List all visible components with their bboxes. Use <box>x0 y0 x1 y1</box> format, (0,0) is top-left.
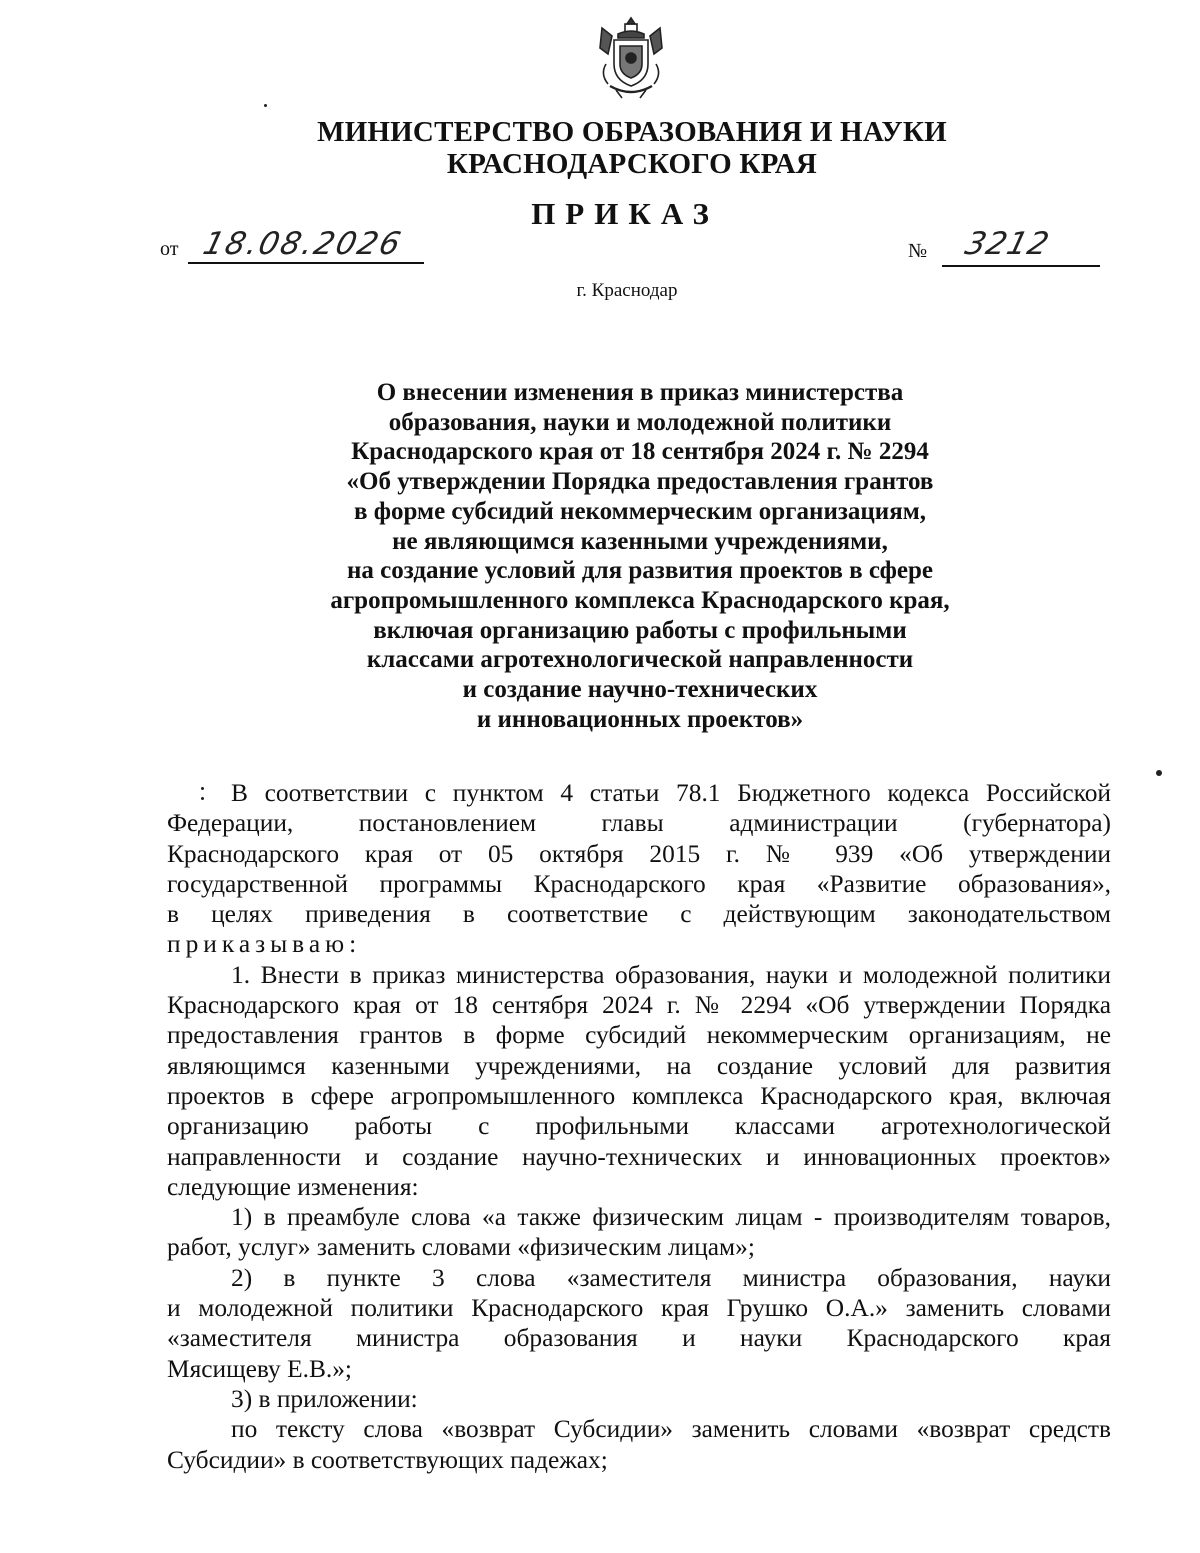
title-line: агропромышленного комплекса Краснодарского края, <box>330 586 950 614</box>
ministry-name-line2: КРАСНОДАРСКОГО КРАЯ <box>446 148 818 180</box>
body-line: Мясищеву Е.В.»; <box>167 1354 352 1383</box>
ministry-name-line1: МИНИСТЕРСТВО ОБРАЗОВАНИЯ И НАУКИ <box>317 116 947 148</box>
body-line: следующие изменения: <box>167 1172 419 1201</box>
body-line: государственной программы Краснодарского края «Развитие образования», <box>167 869 1111 898</box>
body-line: организацию работы с профильными классами агротехнологической <box>167 1112 1111 1141</box>
document-type: ПРИКАЗ <box>531 196 719 231</box>
handwritten-number: 3212 <box>961 226 1054 262</box>
title-line: О внесении изменения в приказ министерства <box>376 379 904 406</box>
city: г. Краснодар <box>576 280 678 301</box>
body-line: и молодежной политики Краснодарского края Грушко О.А.» заменить словами <box>167 1294 1111 1323</box>
title-line: Краснодарского края от 18 сентября 2024 г. № 2294 <box>351 438 929 466</box>
title-line: и инновационных проектов» <box>476 705 804 733</box>
title-line: не являющимся казенными учреждениями, <box>392 527 888 555</box>
body-line: по тексту слова «возврат Субсидии» заменить словами «возврат средств <box>231 1415 1111 1444</box>
body-line: в целях приведения в соответствие с действующим законодательством <box>167 900 1111 929</box>
order-body <box>167 778 1111 1475</box>
body-line: 3) в приложении: <box>231 1384 418 1413</box>
coat-of-arms-icon <box>596 14 666 100</box>
scan-speck <box>201 787 204 790</box>
title-line: в форме субсидий некоммерческим организациям, <box>353 497 927 525</box>
body-line: 1) в преамбуле слова «а также физическим лицам - производителям товаров, <box>231 1203 1111 1232</box>
number-label: № <box>908 240 928 262</box>
title-line: включая организацию работы с профильными <box>373 616 907 644</box>
body-line: Краснодарского края от 05 октября 2015 г. № 939 «Об утверждении <box>167 839 1111 868</box>
body-line: работ, услуг» заменить словами «физическим лицам»; <box>167 1233 755 1262</box>
body-line: 2) в пункте 3 слова «заместителя министра образования, науки <box>231 1263 1111 1292</box>
title-line: образования, науки и молодежной политики <box>388 408 892 436</box>
date-prefix: от <box>160 238 179 260</box>
body-line: направленности и создание научно-технических и инновационных проектов» <box>167 1142 1111 1171</box>
body-line: 1. Внести в приказ министерства образования, науки и молодежной политики <box>231 960 1111 989</box>
body-line: Краснодарского края от 18 сентября 2024 г. № 2294 «Об утверждении Порядка <box>167 991 1111 1020</box>
body-line: являющимся казенными учреждениями, на создание условий для развития <box>167 1051 1111 1080</box>
title-line: «Об утверждении Порядка предоставления грантов <box>346 468 934 496</box>
title-line: классами агротехнологической направленности <box>366 646 914 674</box>
title-line: на создание условий для развития проектов в сфере <box>347 557 933 585</box>
body-line: проектов в сфере агропромышленного комплекса Краснодарского края, включая <box>167 1081 1111 1110</box>
body-line: Федерации, постановлением главы администрации (губернатора) <box>167 809 1111 838</box>
body-line: Субсидии» в соответствующих падежах; <box>167 1445 608 1474</box>
handwritten-date: 18.08.2026 <box>199 226 406 262</box>
body-line: В соответствии с пунктом 4 статьи 78.1 Бюджетного кодекса Российской <box>231 779 1111 807</box>
scan-speck <box>1156 770 1162 776</box>
order-title <box>262 378 1018 734</box>
number-underline <box>942 265 1100 267</box>
body-line: предоставления грантов в форме субсидий некоммерческим организациям, не <box>167 1021 1111 1050</box>
body-line: приказываю: <box>167 930 362 959</box>
scan-speck <box>201 797 204 800</box>
scan-speck <box>264 104 267 107</box>
date-underline <box>188 262 424 264</box>
body-line: «заместителя министра образования и науки Краснодарского края <box>167 1324 1111 1353</box>
title-line: и создание научно-технических <box>462 676 818 704</box>
